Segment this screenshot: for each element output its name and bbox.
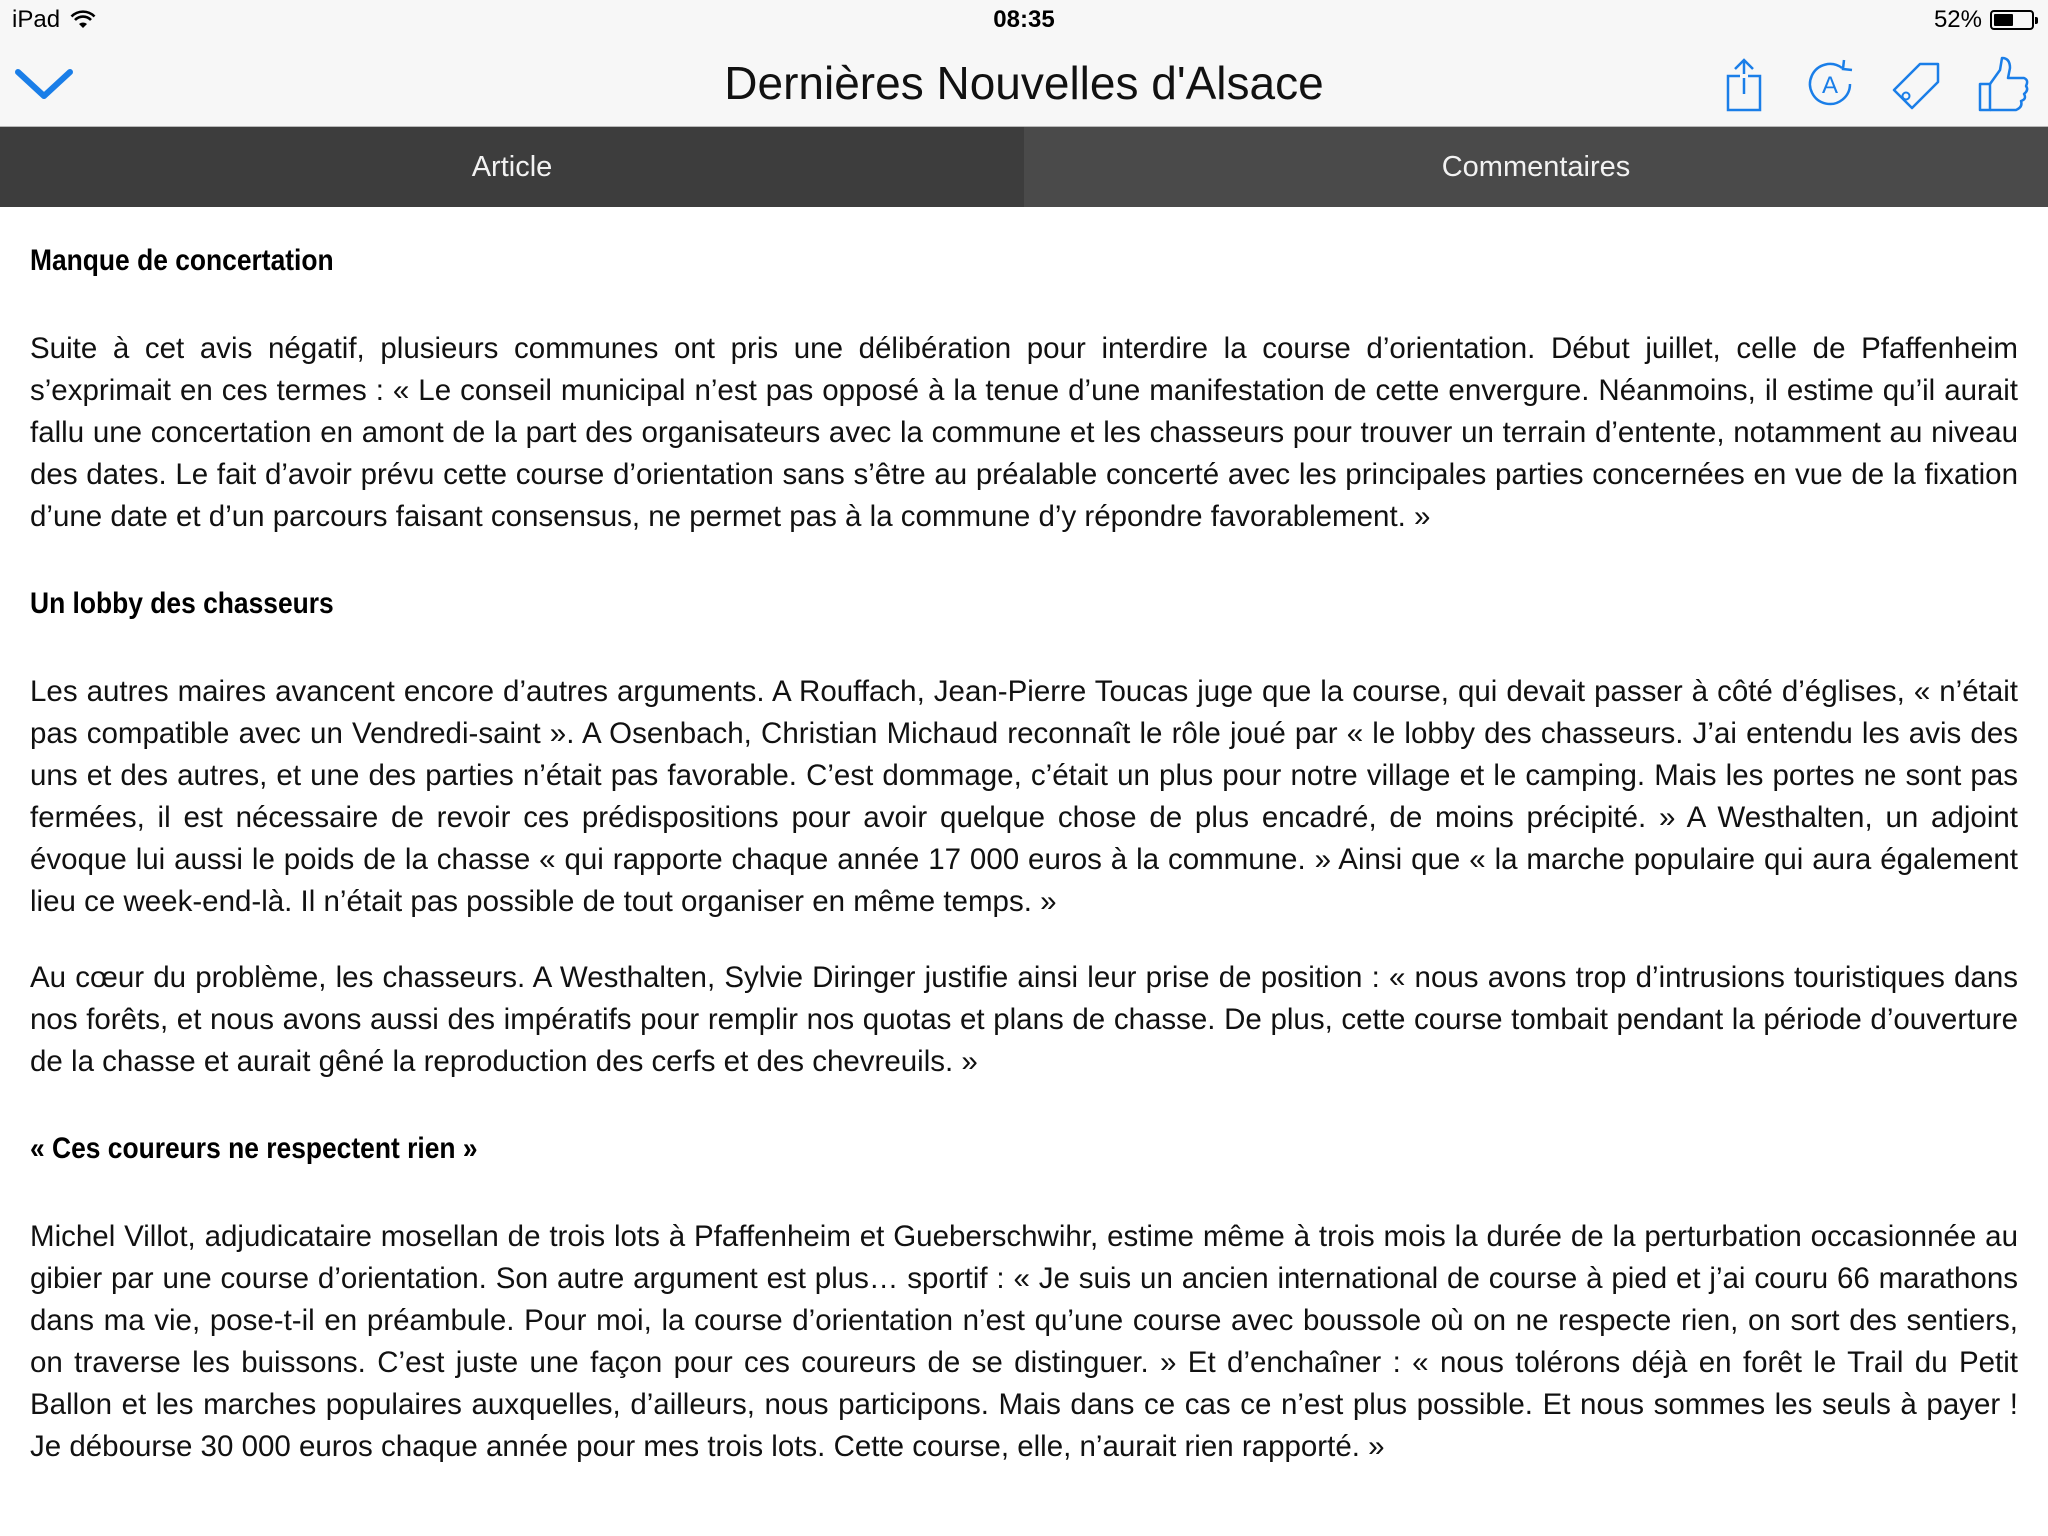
tab-article[interactable] [0, 127, 1024, 207]
navigation-bar [0, 40, 2048, 127]
tab-article-label: Article [471, 150, 553, 183]
status-right [1934, 6, 2034, 34]
article-body[interactable] [0, 207, 2048, 1536]
device-name: iPad [12, 6, 61, 33]
tab-commentaires[interactable] [1024, 127, 2048, 207]
battery-fill [1994, 14, 2013, 26]
battery-tip [2035, 17, 2038, 24]
segmented-tabs [0, 127, 2048, 207]
battery-icon [1990, 10, 2034, 30]
tag-icon[interactable] [1886, 54, 1946, 114]
battery-percent: 52% [1933, 6, 1982, 33]
article-paragraph: Au cœur du problème, les chasseurs. A Westhalten, Sylvie Diringer justifie ainsi leur prise de position : « nous avons trop d’intrusions touristiques dans nos forêts, et nous avons aussi des impératifs pour remplir nos quotas et plans de chasse. De plus, cette course tombait pendant la période d’ouverture de la chasse et aurait gêné la reproduction des cerfs et des chevreuils. » [30, 961, 2018, 1078]
tab-commentaires-label: Commentaires [1441, 150, 1631, 183]
status-bar [0, 0, 2048, 40]
font-size-icon[interactable] [1800, 54, 1860, 114]
section-heading: Manque de concertation [30, 244, 334, 277]
svg-text:A: A [1821, 72, 1839, 99]
article-paragraph: Michel Villot, adjudicataire mosellan de trois lots à Pfaffenheim et Gueberschwihr, estime même à trois mois la durée de la perturbation occasionnée au gibier par une course d’orientation. Son autre argument est plus… sportif : « Je suis un ancien international de course à pied et j’ai couru 66 marathons dans ma vie, pose-t-il en préambule. Pour moi, la course d’orientation n’est qu’une course avec boussole où on ne respecte rien, on sort des sentiers, on traverse les buissons. C’est juste une façon pour ces coureurs de se distinguer. » Et d’enchaîner : « nous tolérons déjà en forêt le Trail du Petit Ballon et les marches populaires auxquelles, d’ailleurs, nous participons. Mais dans ce cas ce n’est plus possible. Et nous sommes les seuls à payer ! Je débourse 30 000 euros chaque année pour mes trois lots. Cette course, elle, n’aurait rien rapporté. » [30, 1220, 2018, 1463]
clock: 08:35 [993, 6, 1055, 33]
nav-actions [1714, 54, 2032, 114]
page-title: Dernières Nouvelles d'Alsace [724, 57, 1324, 109]
thumbs-up-icon[interactable] [1972, 54, 2032, 114]
article-paragraph: Suite à cet avis négatif, plusieurs communes ont pris une délibération pour interdire la course d’orientation. Début juillet, celle de Pfaffenheim s’exprimait en ces termes : « Le conseil municipal n’est pas opposé à la tenue d’une manifestation de cette envergure. Néanmoins, il estime qu’il aurait fallu une concertation en amont de la part des organisateurs avec la commune et les chasseurs pour trouver un terrain d’entente, notamment au niveau des dates. Le fait d’avoir prévu cette course d’orientation sans s’être au préalable concerté avec les principales parties concernées en vue de la fixation d’une date et d’un parcours faisant consensus, ne permet pas à la commune d’y répondre favorablement. » [30, 332, 2018, 533]
section-heading: Un lobby des chasseurs [30, 587, 334, 620]
section-heading: « Ces coureurs ne respectent rien » [30, 1132, 478, 1165]
share-icon[interactable] [1714, 54, 1774, 114]
article-paragraph: Les autres maires avancent encore d’autres arguments. A Rouffach, Jean-Pierre Toucas juge que la course, qui devait passer à côté d’églises, « n’était pas compatible avec un Vendredi-saint ». A Osenbach, Christian Michaud reconnaît le rôle joué par « le lobby des chasseurs. J’ai entendu les avis des uns et des autres, et une des parties n’était pas favorable. C’est dommage, c’était un plus pour notre village et le camping. Mais les portes ne sont pas fermées, il est nécessaire de revoir ces prédispositions pour avoir quelque chose de plus encadré, de moins précipité. » A Westhalten, un adjoint évoque lui aussi le poids de la chasse « qui rapporte chaque année 17 000 euros à la commune. » Ainsi que « la marche populaire qui aura également lieu ce week-end-là. Il n’était pas possible de tout organiser en même temps. » [30, 675, 2018, 918]
